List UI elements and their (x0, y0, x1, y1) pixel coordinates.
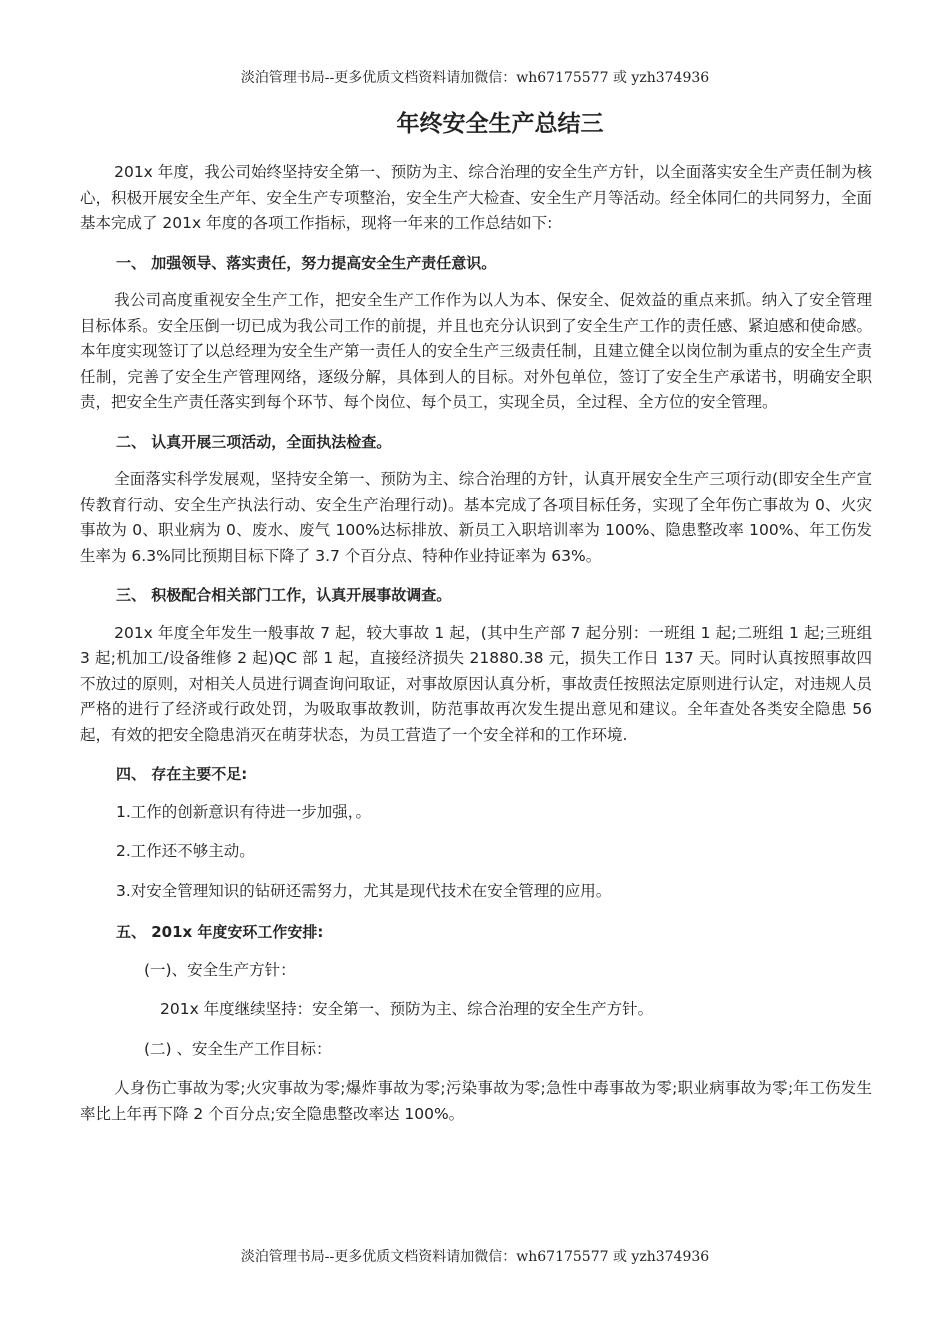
section-3-heading: 三、 积极配合相关部门工作，认真开展事故调查。 (116, 586, 452, 604)
plan-sub-2-text: 人身伤亡事故为零;火灾事故为零;爆炸事故为零;污染事故为零;急性中毒事故为零;职业病事故为零;年工伤发生率比上年再下降 2 个百分点;安全隐患整改率达 100%。 (80, 1079, 872, 1123)
page-header: 淡泊管理书局--更多优质文档资料请加微信：wh67175577 或 yzh374936 (240, 70, 710, 86)
section-4-heading: 四、 存在主要不足: (116, 765, 248, 783)
document-title: 年终安全生产总结三 (396, 111, 604, 137)
shortcoming-item-1: 1.工作的创新意识有待进一步加强，。 (116, 802, 372, 821)
intro-paragraph: 201x 年度，我公司始终坚持安全第一、预防为主、综合治理的安全生产方针，以全面落实安全生产责任制为核心，积极开展安全生产年、安全生产专项整治，安全生产大检查、安全生产月等活动。经全体同仁的共同努力，全面基本完成了 201x 年度的各项工作指标，现将一年来的工作总结如下: (80, 163, 872, 232)
plan-sub-2-label: (二) 、安全生产工作目标： (144, 1039, 332, 1058)
document-body (80, 160, 872, 1127)
section-1-heading: 一、 加强领导、落实责任，努力提高安全生产责任意识。 (116, 253, 497, 272)
section-5-heading: 五、 201x 年度安环工作安排: (116, 923, 324, 941)
plan-sub-1-label: (一)、安全生产方针： (144, 960, 296, 979)
section-2-heading: 二、 认真开展三项活动，全面执法检查。 (116, 432, 392, 451)
section-2-body: 全面落实科学发展观，坚持安全第一、预防为主、综合治理的方针，认真开展安全生产三项行动(即安全生产宣传教育行动、安全生产执法行动、安全生产治理行动)。基本完成了各项目标任务，实现了全年伤亡事故为 0、火灾事故为 0、职业病为 0、废水、废气 100%达标排放、新员工入职培训率为 100%、隐患整改率 100%、年工伤发生率为 6.3%同比预期目标下降了 3.7 个百分点、特种作业持证率为 63%。 (80, 470, 872, 565)
plan-sub-1-text: 201x 年度继续坚持：安全第一、预防为主、综合治理的安全生产方针。 (160, 1000, 654, 1018)
section-1-body: 我公司高度重视安全生产工作，把安全生产工作作为以人为本、保安全、促效益的重点来抓。纳入了安全管理目标体系。安全压倒一切已成为我公司工作的前提，并且也充分认识到了安全生产工作的责任感、紧迫感和使命感。本年度实现签订了以总经理为安全生产第一责任人的安全生产三级责任制，且建立健全以岗位制为重点的安全生产责任制，完善了安全生产管理网络，逐级分解，具体到人的目标。对外包单位，签订了安全生产承诺书，明确安全职责，把安全生产责任落实到每个环节、每个岗位、每个员工，实现全员，全过程、全方位的安全管理。 (80, 291, 872, 411)
page-footer: 淡泊管理书局--更多优质文档资料请加微信：wh67175577 或 yzh374936 (240, 1249, 710, 1265)
section-3-body: 201x 年度全年发生一般事故 7 起，较大事故 1 起，(其中生产部 7 起分别：一班组 1 起;二班组 1 起;三班组 3 起;机加工/设备维修 2 起)QC 部 1 起，直接经济损失 21880.38 元，损失工作日 137 天。同时认真按照事故四不放过的原则，对相关人员进行调查询问取证，对事故原因认真分析，事故责任按照法定原则进行认定，对违规人员严格的进行了经济或行政处罚，为吸取事故教训，防范事故再次发生提出意见和建议。全年查处各类安全隐患 56 起，有效的把安全隐患消灭在萌芽状态，为员工营造了一个安全祥和的工作环境. (80, 623, 872, 744)
shortcoming-item-3: 3.对安全管理知识的钻研还需努力，尤其是现代技术在安全管理的应用。 (116, 881, 612, 900)
shortcoming-item-2: 2.工作还不够主动。 (116, 842, 255, 860)
